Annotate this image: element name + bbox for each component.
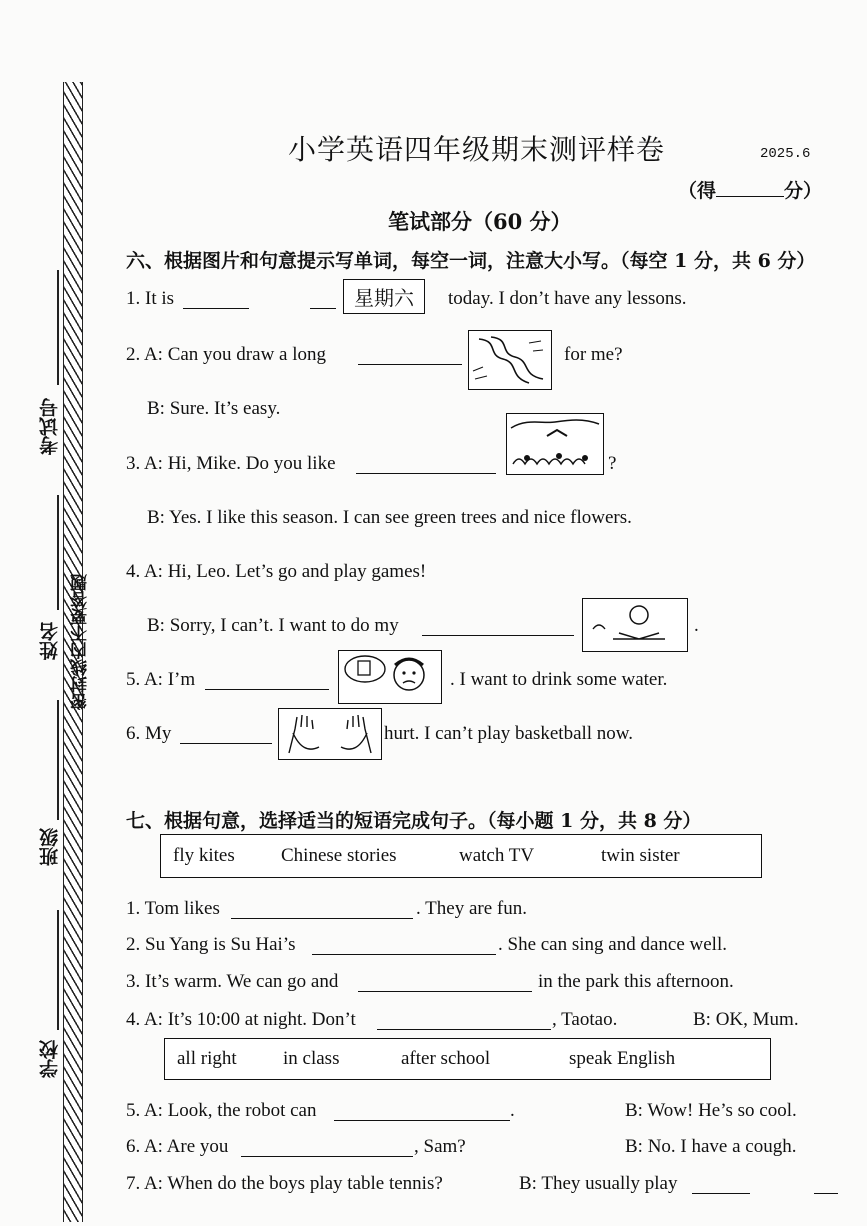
- word-bank-2-option: after school: [401, 1048, 491, 1069]
- word-bank-2-option: all right: [177, 1048, 237, 1069]
- s6-q3-suffix: ?: [608, 453, 617, 474]
- s6-q5-prefix: 5. A: I’m: [126, 669, 196, 690]
- score-box: [678, 176, 822, 203]
- school-line: [57, 910, 59, 1030]
- s6-q6-prefix: 6. My: [126, 723, 172, 744]
- s6-q5-suffix: . I want to drink some water.: [450, 669, 668, 690]
- s6-q3-blank[interactable]: [356, 455, 496, 474]
- word-bank-1-option: twin sister: [601, 845, 680, 866]
- section6-heading: 六、根据图片和句意提示写单词，每空一词，注意大小写。（每空 1 分，共 6 分）: [126, 250, 816, 272]
- s7-q6-answer: B: No. I have a cough.: [625, 1136, 797, 1157]
- s7-q6-blank[interactable]: [241, 1138, 413, 1157]
- exam-date: 2025.6: [760, 146, 811, 162]
- s7-q5-blank[interactable]: [334, 1102, 510, 1121]
- s7-q7-answer-prefix: B: They usually play: [519, 1173, 678, 1194]
- homework-icon: [583, 599, 687, 651]
- exam-number-label: 考试号: [39, 398, 61, 455]
- word-bank-2: [164, 1038, 771, 1080]
- section7-heading: 七、根据句意，选择适当的短语完成句子。（每小题 1 分，共 8 分）: [126, 810, 702, 832]
- page-title: 小学英语四年级期末测评样卷: [288, 133, 666, 166]
- s7-q4-suffix: , Taotao.: [552, 1009, 618, 1030]
- word-bank-2-option: speak English: [569, 1048, 676, 1069]
- s6-q1-prefix: 1. It is: [126, 288, 175, 309]
- word-bank-1-option: watch TV: [459, 845, 535, 866]
- name-label: 姓名: [39, 622, 61, 660]
- s7-q5-prefix: 5. A: Look, the robot can: [126, 1100, 317, 1121]
- score-blank[interactable]: [716, 178, 784, 197]
- s6-q2-blank[interactable]: [358, 346, 462, 365]
- s6-q2-suffix: for me?: [564, 344, 623, 365]
- exam-number-line: [57, 270, 59, 385]
- word-bank-2-option: in class: [283, 1048, 340, 1069]
- s6-q1-blank-a[interactable]: [183, 290, 249, 309]
- s6-q1-hint-box: 星期六: [343, 279, 425, 314]
- s7-q1-prefix: 1. Tom likes: [126, 898, 220, 919]
- s6-q2-answer: B: Sure. It’s easy.: [147, 398, 281, 419]
- s7-q7-blank-a[interactable]: [692, 1175, 750, 1194]
- s7-q4-blank[interactable]: [377, 1011, 551, 1030]
- name-line: [57, 495, 59, 610]
- homework-picture: [582, 598, 688, 652]
- s7-q3-suffix: in the park this afternoon.: [538, 971, 734, 992]
- river-picture: [468, 330, 552, 390]
- s7-q3-prefix: 3. It’s warm. We can go and: [126, 971, 339, 992]
- s7-q2-prefix: 2. Su Yang is Su Hai’s: [126, 934, 296, 955]
- s7-q7-blank-b[interactable]: [814, 1175, 838, 1194]
- s6-q3-answer: B: Yes. I like this season. I can see green trees and nice flowers.: [147, 507, 632, 528]
- hands-picture: [278, 708, 382, 760]
- s7-q4-answer: B: OK, Mum.: [693, 1009, 799, 1030]
- s6-q4-prompt: 4. A: Hi, Leo. Let’s go and play games!: [126, 561, 427, 582]
- school-label: 学校: [39, 1040, 61, 1078]
- s6-q5-blank[interactable]: [205, 671, 329, 690]
- hands-icon: [279, 709, 381, 759]
- word-bank-1-option: Chinese stories: [281, 845, 397, 866]
- score-close: 分）: [784, 180, 823, 202]
- s7-q1-blank[interactable]: [231, 900, 413, 919]
- s7-q6-suffix: , Sam?: [414, 1136, 466, 1157]
- s6-q4-blank[interactable]: [422, 617, 574, 636]
- s6-q3-prefix: 3. A: Hi, Mike. Do you like: [126, 453, 336, 474]
- s7-q3-blank[interactable]: [358, 973, 532, 992]
- s6-q6-suffix: hurt. I can’t play basketball now.: [384, 723, 634, 744]
- s7-q2-suffix: . She can sing and dance well.: [498, 934, 727, 955]
- class-line: [57, 700, 59, 820]
- sealing-warning: 密封线内不要答题: [71, 574, 91, 710]
- class-label: 班级: [39, 828, 61, 866]
- s7-q4-prefix: 4. A: It’s 10:00 at night. Don’t: [126, 1009, 356, 1030]
- river-icon: [469, 331, 551, 389]
- thirsty-boy-icon: [339, 651, 441, 703]
- s7-q2-blank[interactable]: [312, 936, 496, 955]
- s6-q1-blank-b[interactable]: [310, 290, 336, 309]
- s6-q4-prefix: B: Sorry, I can’t. I want to do my: [147, 615, 399, 636]
- s6-q1-suffix: today. I don’t have any lessons.: [448, 288, 687, 309]
- thirsty-picture: [338, 650, 442, 704]
- s6-q2-prefix: 2. A: Can you draw a long: [126, 344, 327, 365]
- spring-picture: [506, 413, 604, 475]
- s7-q5-suffix: .: [510, 1100, 515, 1121]
- s7-q6-prefix: 6. A: Are you: [126, 1136, 229, 1157]
- s7-q5-answer: B: Wow! He’s so cool.: [625, 1100, 797, 1121]
- s6-q6-blank[interactable]: [180, 725, 272, 744]
- s7-q7-prompt: 7. A: When do the boys play table tennis?: [126, 1173, 443, 1194]
- word-bank-1-option: fly kites: [173, 845, 235, 866]
- spring-scene-icon: [507, 414, 603, 474]
- score-open: （得: [678, 180, 717, 202]
- s6-q4-suffix: .: [694, 615, 699, 636]
- part-title: 笔试部分（60 分）: [388, 209, 572, 234]
- s7-q1-suffix: . They are fun.: [416, 898, 527, 919]
- word-bank-1: [160, 834, 762, 878]
